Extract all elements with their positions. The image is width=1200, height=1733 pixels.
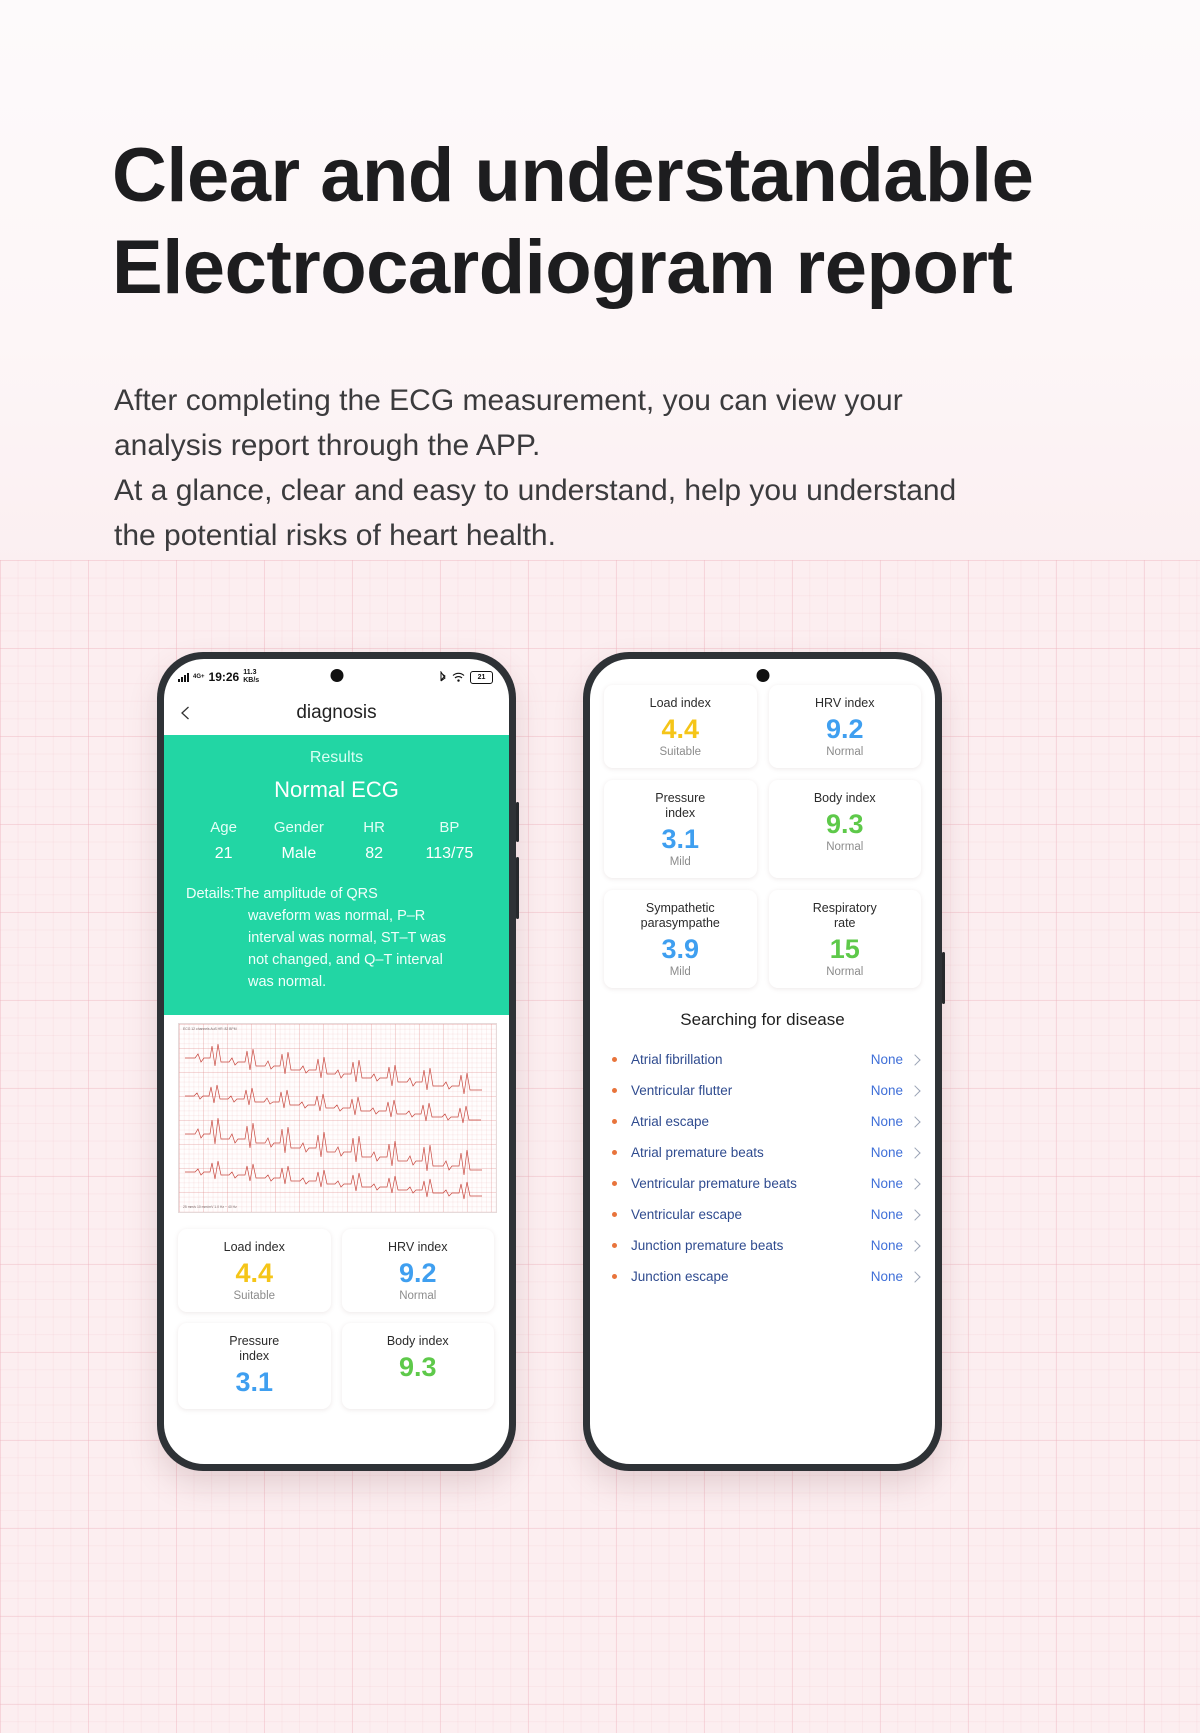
vital-label: Age bbox=[210, 819, 237, 836]
list-item[interactable] bbox=[606, 1230, 919, 1261]
list-item[interactable] bbox=[606, 1199, 919, 1230]
card-value: 15 bbox=[829, 934, 860, 964]
disease-value: None bbox=[870, 1052, 903, 1067]
subtitle-line3: At a glance, clear and easy to understand, help you understand bbox=[114, 474, 957, 507]
card-value: 9.2 bbox=[398, 1258, 437, 1288]
battery-indicator: 21 bbox=[470, 671, 493, 684]
card-value: 4.4 bbox=[661, 714, 700, 744]
disease-name: Ventricular premature beats bbox=[631, 1176, 797, 1191]
card-title-line1: Sympathetic bbox=[645, 901, 715, 915]
phone-right-screen bbox=[590, 659, 935, 1464]
card-sympathetic-parasympathetic[interactable] bbox=[604, 890, 757, 988]
card-status: Mild bbox=[669, 966, 691, 978]
card-title: Load index bbox=[223, 1240, 285, 1254]
chevron-right-icon bbox=[909, 1209, 920, 1220]
card-status: Mild bbox=[669, 856, 691, 868]
phone-left-screen bbox=[164, 659, 509, 1464]
card-respiratory-rate[interactable] bbox=[769, 890, 922, 988]
card-pressure-index[interactable] bbox=[178, 1323, 331, 1409]
card-title: Body index bbox=[386, 1334, 449, 1348]
signal-bars-icon bbox=[178, 672, 189, 682]
network-label: 4G+ bbox=[193, 674, 205, 680]
vitals-row bbox=[184, 819, 489, 863]
vital-label: Gender bbox=[273, 819, 324, 836]
card-status: Normal bbox=[826, 841, 864, 853]
disease-value: None bbox=[870, 1083, 903, 1098]
card-value: 9.3 bbox=[398, 1352, 437, 1382]
details-line3: interval was normal, ST–T was bbox=[248, 930, 446, 946]
card-title-line2: parasympathe bbox=[640, 916, 720, 930]
list-item[interactable] bbox=[606, 1044, 919, 1075]
card-value: 3.1 bbox=[661, 824, 700, 854]
bullet-icon bbox=[612, 1181, 617, 1186]
wifi-icon bbox=[452, 672, 465, 683]
front-camera-icon bbox=[330, 669, 343, 682]
page-title-line1: Clear and understandable bbox=[112, 133, 1034, 218]
ecg-caption-bottom: 25 mm/s 10 mm/mV 1.0 Hz ~ 40 Hz bbox=[183, 1205, 237, 1209]
index-card-grid bbox=[164, 1219, 509, 1409]
phone-side-button[interactable] bbox=[942, 952, 945, 1004]
bullet-icon bbox=[612, 1212, 617, 1217]
result-card bbox=[164, 735, 509, 1015]
subtitle-line4: the potential risks of heart health. bbox=[114, 519, 556, 552]
disease-name: Atrial escape bbox=[631, 1114, 710, 1129]
chevron-right-icon bbox=[909, 1240, 920, 1251]
disease-name: Ventricular flutter bbox=[631, 1083, 733, 1098]
speed-value: 11.3 bbox=[243, 669, 257, 676]
card-value: 3.1 bbox=[235, 1367, 274, 1397]
vital-hr bbox=[337, 819, 412, 863]
card-value: 4.4 bbox=[235, 1258, 274, 1288]
disease-value: None bbox=[870, 1114, 903, 1129]
list-item[interactable] bbox=[606, 1106, 919, 1137]
vital-value: 113/75 bbox=[425, 845, 474, 862]
chevron-right-icon bbox=[909, 1178, 920, 1189]
ecg-waveform-chart[interactable] bbox=[178, 1023, 497, 1213]
card-title: HRV index bbox=[387, 1240, 448, 1254]
card-body-index[interactable] bbox=[769, 780, 922, 878]
page-subtitle bbox=[114, 378, 1054, 558]
list-item[interactable] bbox=[606, 1075, 919, 1106]
card-title-line2: index bbox=[665, 806, 696, 820]
page-title-line2: Electrocardiogram report bbox=[112, 225, 1013, 310]
bullet-icon bbox=[612, 1243, 617, 1248]
phone-right bbox=[583, 652, 942, 1471]
card-title-line1: Pressure bbox=[229, 1334, 280, 1348]
card-title: Load index bbox=[649, 696, 711, 710]
chevron-right-icon bbox=[909, 1054, 920, 1065]
card-value: 9.3 bbox=[825, 809, 864, 839]
card-status: Suitable bbox=[659, 746, 702, 758]
subtitle-line2: analysis report through the APP. bbox=[114, 429, 541, 462]
card-title-line1: Respiratory bbox=[812, 901, 877, 915]
card-pressure-index[interactable] bbox=[604, 780, 757, 878]
page-heading: diagnosis bbox=[296, 702, 377, 723]
back-arrow-icon[interactable] bbox=[178, 705, 194, 721]
vital-label: BP bbox=[439, 819, 460, 836]
disease-value: None bbox=[870, 1176, 903, 1191]
disease-name: Junction premature beats bbox=[631, 1238, 784, 1253]
disease-name: Atrial fibrillation bbox=[631, 1052, 723, 1067]
vital-gender bbox=[261, 819, 336, 863]
card-status: Normal bbox=[399, 1290, 437, 1302]
disease-value: None bbox=[870, 1269, 903, 1284]
card-title-line1: Pressure bbox=[655, 791, 706, 805]
phone-side-button[interactable] bbox=[516, 802, 519, 842]
card-body-index[interactable] bbox=[342, 1323, 495, 1409]
disease-value: None bbox=[870, 1238, 903, 1253]
disease-name: Junction escape bbox=[631, 1269, 729, 1284]
card-value: 9.2 bbox=[825, 714, 864, 744]
disease-name: Atrial premature beats bbox=[631, 1145, 764, 1160]
card-load-index[interactable] bbox=[178, 1229, 331, 1312]
list-item[interactable] bbox=[606, 1168, 919, 1199]
vital-label: HR bbox=[363, 819, 385, 836]
ecg-caption-top: ECG 12 channels AuS HR: 82 BPM bbox=[183, 1027, 237, 1031]
speed-unit: KB/s bbox=[243, 677, 260, 684]
list-item[interactable] bbox=[606, 1137, 919, 1168]
card-title-line2: rate bbox=[833, 916, 856, 930]
card-load-index[interactable] bbox=[604, 685, 757, 768]
vital-age bbox=[186, 819, 261, 863]
list-item[interactable] bbox=[606, 1261, 919, 1292]
chevron-right-icon bbox=[909, 1116, 920, 1127]
subtitle-line1: After completing the ECG measurement, you can view your bbox=[114, 384, 903, 417]
result-details bbox=[184, 883, 489, 993]
status-time: 19:26 bbox=[208, 670, 240, 684]
card-title: Body index bbox=[813, 791, 876, 805]
card-hrv-index[interactable] bbox=[769, 685, 922, 768]
disease-name: Ventricular escape bbox=[631, 1207, 743, 1222]
card-hrv-index[interactable] bbox=[342, 1229, 495, 1312]
index-card-grid bbox=[590, 659, 935, 988]
bullet-icon bbox=[612, 1274, 617, 1279]
vital-bp bbox=[412, 819, 487, 863]
card-status: Suitable bbox=[233, 1290, 276, 1302]
phone-left bbox=[157, 652, 516, 1471]
page-title bbox=[112, 130, 1092, 314]
disease-list bbox=[590, 1044, 935, 1298]
card-value: 3.9 bbox=[661, 934, 700, 964]
result-label: Results bbox=[309, 749, 364, 766]
bluetooth-icon bbox=[439, 671, 447, 683]
bullet-icon bbox=[612, 1088, 617, 1093]
bullet-icon bbox=[612, 1150, 617, 1155]
ecg-chart-wrapper bbox=[164, 1015, 509, 1219]
vital-value: Male bbox=[281, 845, 317, 862]
details-line5: was normal. bbox=[248, 974, 327, 990]
section-title-searching-for-disease: Searching for disease bbox=[680, 1010, 845, 1029]
chevron-right-icon bbox=[909, 1147, 920, 1158]
chevron-right-icon bbox=[909, 1085, 920, 1096]
disease-value: None bbox=[870, 1207, 903, 1222]
front-camera-icon bbox=[756, 669, 769, 682]
bullet-icon bbox=[612, 1119, 617, 1124]
details-line2: waveform was normal, P–R bbox=[248, 908, 426, 924]
result-value: Normal ECG bbox=[274, 777, 399, 802]
vital-value: 21 bbox=[214, 845, 233, 862]
chevron-right-icon bbox=[909, 1271, 920, 1282]
card-title: HRV index bbox=[814, 696, 875, 710]
vital-value: 82 bbox=[365, 845, 384, 862]
navigation-bar bbox=[164, 691, 509, 735]
card-status: Normal bbox=[826, 966, 864, 978]
card-title-line2: index bbox=[239, 1349, 270, 1363]
phone-power-button[interactable] bbox=[516, 857, 519, 919]
card-status: Normal bbox=[826, 746, 864, 758]
details-line1: Details:The amplitude of QRS bbox=[186, 886, 378, 902]
disease-value: None bbox=[870, 1145, 903, 1160]
bullet-icon bbox=[612, 1057, 617, 1062]
details-line4: not changed, and Q–T interval bbox=[248, 952, 443, 968]
